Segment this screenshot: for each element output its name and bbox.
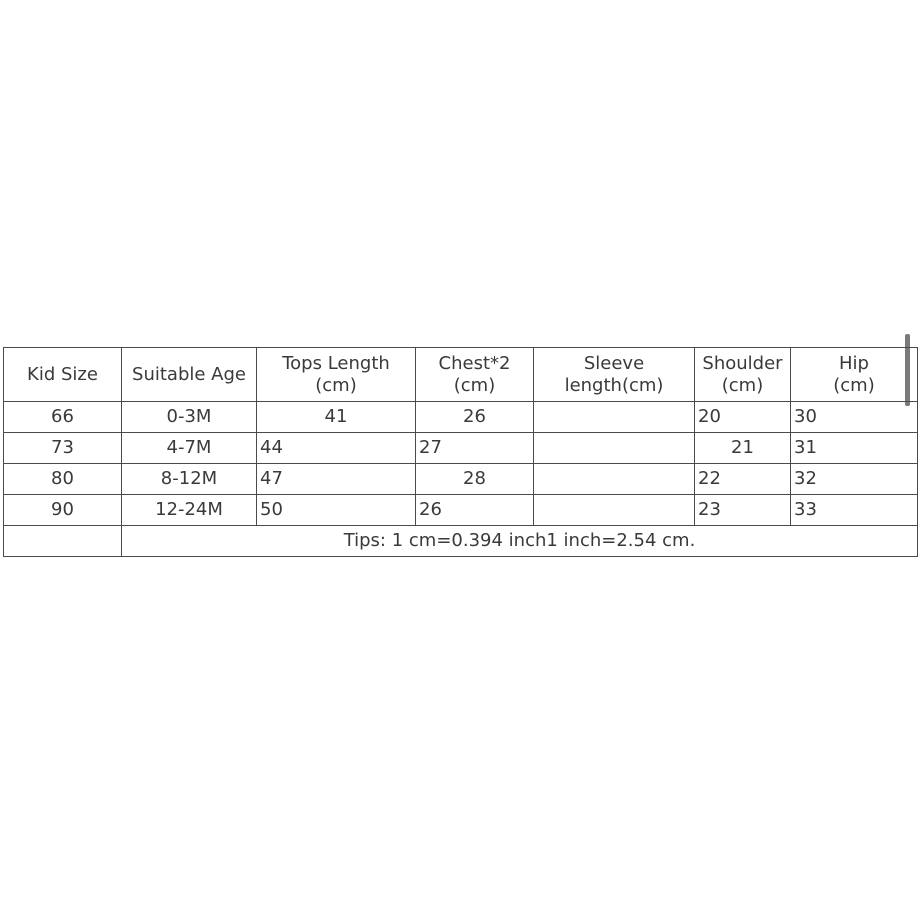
cell-kid-size: 80: [4, 464, 122, 495]
cell-shoulder: 22: [695, 464, 791, 495]
header-hip: Hip (cm): [791, 348, 918, 402]
header-tops-length: Tops Length (cm): [257, 348, 416, 402]
cell-tops-length: 50: [257, 495, 416, 526]
table-row: [4, 464, 918, 495]
table-header-row: [4, 348, 918, 402]
cell-chest: 26: [416, 495, 534, 526]
cell-kid-size: 90: [4, 495, 122, 526]
tips-empty-cell: [4, 526, 122, 557]
cell-shoulder: 23: [695, 495, 791, 526]
cell-suitable-age: 0-3M: [122, 402, 257, 433]
cell-kid-size: 66: [4, 402, 122, 433]
cell-chest: 28: [416, 464, 534, 495]
header-sleeve-length: Sleeve length(cm): [534, 348, 695, 402]
cell-sleeve-length: [534, 464, 695, 495]
cell-shoulder: 21: [695, 433, 791, 464]
cell-tops-length: 47: [257, 464, 416, 495]
cell-sleeve-length: [534, 495, 695, 526]
table-row: [4, 433, 918, 464]
cell-suitable-age: 8-12M: [122, 464, 257, 495]
cell-hip: 31: [791, 433, 918, 464]
cell-suitable-age: 12-24M: [122, 495, 257, 526]
header-shoulder: Shoulder (cm): [695, 348, 791, 402]
cell-sleeve-length: [534, 402, 695, 433]
cell-tops-length: 44: [257, 433, 416, 464]
tips-row: [4, 526, 918, 557]
cell-chest: 27: [416, 433, 534, 464]
cell-shoulder: 20: [695, 402, 791, 433]
cell-kid-size: 73: [4, 433, 122, 464]
table-row: [4, 402, 918, 433]
table-row: [4, 495, 918, 526]
cell-tops-length: 41: [257, 402, 416, 433]
header-kid-size: Kid Size: [4, 348, 122, 402]
cell-hip: 33: [791, 495, 918, 526]
cell-hip: 30: [791, 402, 918, 433]
size-chart-table: [3, 347, 918, 557]
header-suitable-age: Suitable Age: [122, 348, 257, 402]
header-chest: Chest*2 (cm): [416, 348, 534, 402]
cell-chest: 26: [416, 402, 534, 433]
cell-hip: 32: [791, 464, 918, 495]
cell-suitable-age: 4-7M: [122, 433, 257, 464]
cell-sleeve-length: [534, 433, 695, 464]
tips-text: Tips: 1 cm=0.394 inch1 inch=2.54 cm.: [122, 526, 918, 557]
